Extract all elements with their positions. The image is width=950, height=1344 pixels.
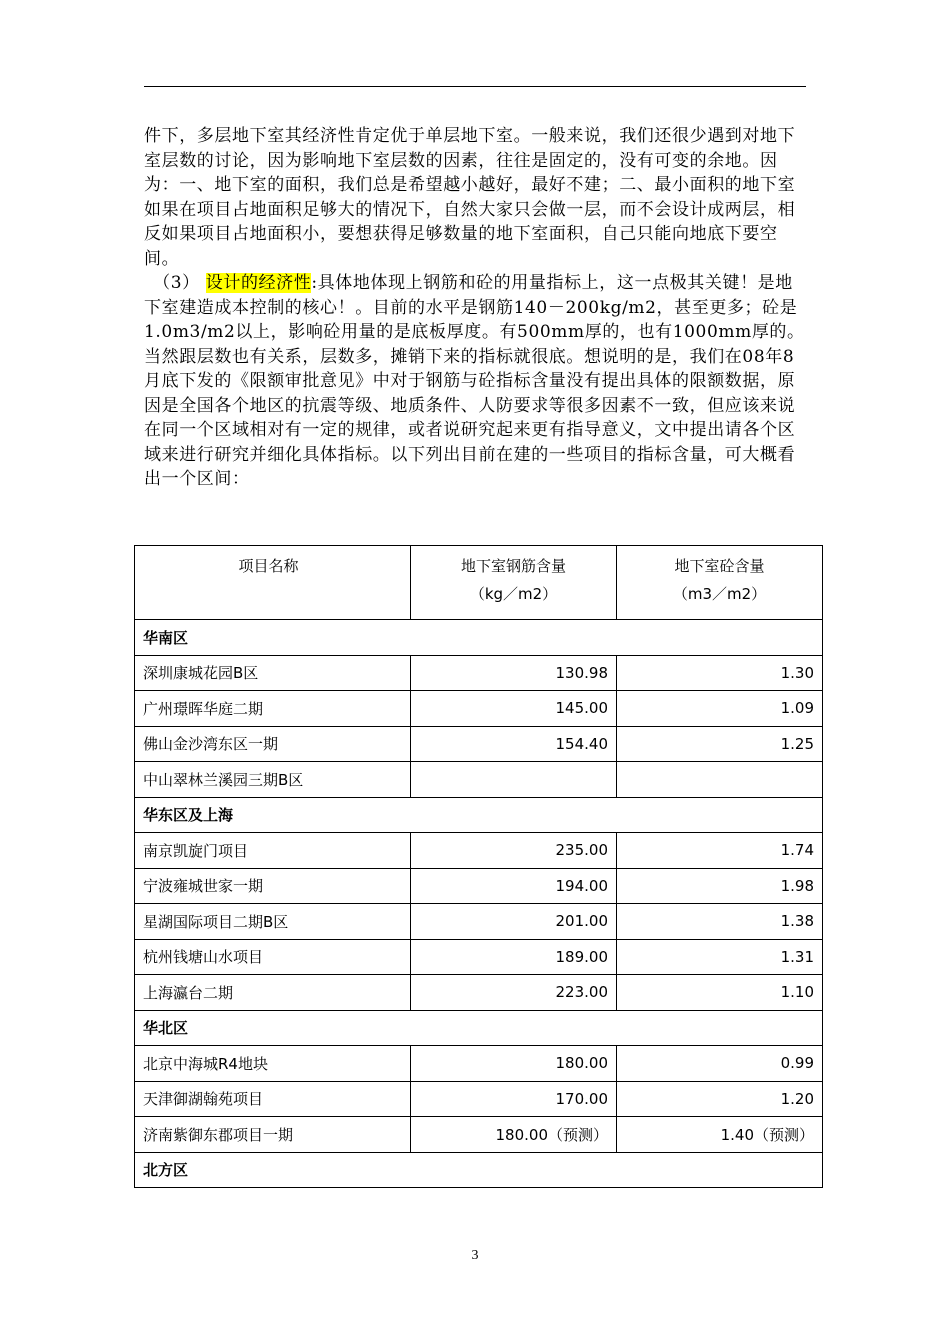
- region-label: 华北区: [135, 1010, 823, 1046]
- project-name-cell: 星湖国际项目二期B区: [135, 904, 411, 940]
- project-name-cell: 济南紫御东郡项目一期: [135, 1117, 411, 1153]
- region-label: 华东区及上海: [135, 797, 823, 833]
- concrete-cell: [617, 762, 823, 798]
- steel-cell: 130.98: [411, 655, 617, 691]
- table-row: [135, 655, 823, 691]
- steel-cell: 145.00: [411, 691, 617, 727]
- steel-cell: 189.00: [411, 939, 617, 975]
- project-name-cell: 佛山金沙湾东区一期: [135, 726, 411, 762]
- steel-cell: 154.40: [411, 726, 617, 762]
- header-project-name: 项目名称: [135, 546, 411, 620]
- steel-cell: 223.00: [411, 975, 617, 1011]
- region-label: 北方区: [135, 1152, 823, 1188]
- header-concrete: 地下室砼含量 （m3／m2）: [617, 546, 823, 620]
- project-name-cell: 深圳康城花园B区: [135, 655, 411, 691]
- steel-cell: 180.00: [411, 1046, 617, 1082]
- steel-cell: 201.00: [411, 904, 617, 940]
- project-name-cell: 杭州钱塘山水项目: [135, 939, 411, 975]
- region-row: [135, 1010, 823, 1046]
- table-row: [135, 762, 823, 798]
- item-number: （3）: [161, 273, 200, 293]
- concrete-cell: 1.38: [617, 904, 823, 940]
- region-label: 华南区: [135, 620, 823, 656]
- highlighted-heading: 设计的经济性: [205, 273, 312, 293]
- table-row: [135, 1046, 823, 1082]
- region-row: [135, 620, 823, 656]
- steel-cell: 194.00: [411, 868, 617, 904]
- paragraph-1: 件下，多层地下室其经济性肯定优于单层地下室。一般来说，我们还很少遇到对地下室层数的讨论，因为影响地下室层数的因素，往往是固定的，没有可变的余地。因为：一、地下室的面积，我们总是希望越小越好，最好不建；二、最小面积的地下室如果在项目占地面积足够大的情况下，自然大家只会做一层，而不会设计成两层，相反如果项目占地面积小，要想获得足够数量的地下室面积，自己只能向地底下要空间。: [144, 126, 796, 269]
- header-rule: [144, 86, 806, 87]
- table-row: [135, 833, 823, 869]
- table-header-row: [135, 546, 823, 620]
- concrete-cell: 1.09: [617, 691, 823, 727]
- steel-cell: 235.00: [411, 833, 617, 869]
- concrete-cell: 1.40（预测）: [617, 1117, 823, 1153]
- table-row: [135, 975, 823, 1011]
- concrete-cell: 1.30: [617, 655, 823, 691]
- project-name-cell: 上海瀛台二期: [135, 975, 411, 1011]
- table-row: [135, 726, 823, 762]
- table-row: [135, 1117, 823, 1153]
- concrete-cell: 1.31: [617, 939, 823, 975]
- indicator-table: [134, 545, 823, 1188]
- concrete-cell: 1.20: [617, 1081, 823, 1117]
- concrete-cell: 1.25: [617, 726, 823, 762]
- project-name-cell: 广州璟晖华庭二期: [135, 691, 411, 727]
- paragraph-2-text: :具体地体现上钢筋和砼的用量指标上，这一点极其关键！是地下室建造成本控制的核心！。目前的水平是钢筋140－200kg/m2，甚至更多；砼是1.0m3/m2以上，影响砼用量的是底板厚度。有500mm厚的，也有1000mm厚的。当然跟层数也有关系，层数多，摊销下来的指标就很底。想说明的是，我们在08年8月底下发的《限额审批意见》中对于钢筋与砼指标含量没有提出具体的限额数据，原因是全国各个地区的抗震等级、地质条件、人防要求等很多因素不一致，但应该来说在同一个区域相对有一定的规律，或者说研究起来更有指导意义，文中提出请各个区域来进行研究并细化具体指标。以下列出目前在建的一些项目的指标含量，可大概看出一个区间：: [144, 273, 805, 489]
- table-row: [135, 904, 823, 940]
- region-row: [135, 797, 823, 833]
- table-row: [135, 868, 823, 904]
- steel-cell: [411, 762, 617, 798]
- region-row: [135, 1152, 823, 1188]
- table-row: [135, 691, 823, 727]
- table-row: [135, 939, 823, 975]
- project-name-cell: 天津御湖翰苑项目: [135, 1081, 411, 1117]
- concrete-cell: 0.99: [617, 1046, 823, 1082]
- indicator-table-wrap: [134, 545, 822, 1188]
- paragraph-2: [144, 271, 806, 492]
- project-name-cell: 南京凯旋门项目: [135, 833, 411, 869]
- table-row: [135, 1081, 823, 1117]
- concrete-cell: 1.10: [617, 975, 823, 1011]
- header-steel: 地下室钢筋含量 （kg／m2）: [411, 546, 617, 620]
- concrete-cell: 1.74: [617, 833, 823, 869]
- steel-cell: 170.00: [411, 1081, 617, 1117]
- steel-cell: 180.00（预测）: [411, 1117, 617, 1153]
- page-number: 3: [471, 1248, 479, 1263]
- body-text: [144, 124, 806, 492]
- concrete-cell: 1.98: [617, 868, 823, 904]
- project-name-cell: 宁波雍城世家一期: [135, 868, 411, 904]
- project-name-cell: 北京中海城R4地块: [135, 1046, 411, 1082]
- project-name-cell: 中山翠林兰溪园三期B区: [135, 762, 411, 798]
